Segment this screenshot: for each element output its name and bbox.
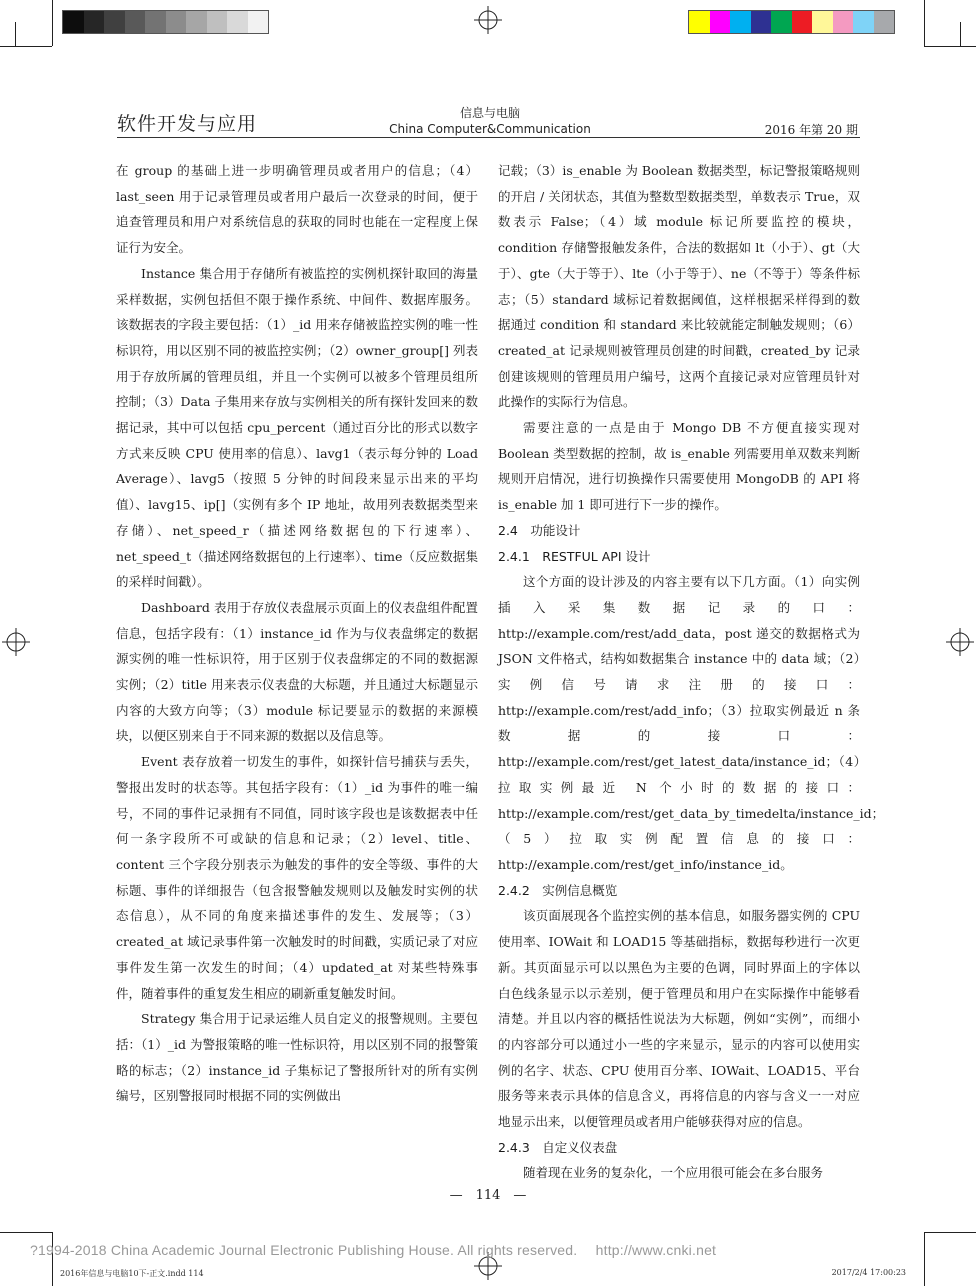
registration-mark-icon: [2, 628, 30, 656]
calibration-swatch: [833, 11, 854, 33]
body-paragraph: 记载；（3）is_enable 为 Boolean 数据类型，标记警报策略规则的开启 / 关闭状态，其值为整数型数据类型，单数表示 True，双数表示 False；（4）域 module 标记所要监控的模块，condition 存储警报触发条件，合法的数据如 lt（小于）、gt（大于）、gte（大于等于）、lte（小于等于）、ne（不等于）等条件标志；（5）standard 域标记着数据阈值，这样根据采样得到的数据通过 condition 和 standard 来比较就能定制触发规则；（6）created_at 记录规则被管理员创建的时间戳，created_by 记录创建该规则的管理员用户编号，这两个直接记录对应管理员针对此操作的实际行为信息。: [498, 163, 860, 410]
left-column: [116, 158, 478, 1109]
journal-title: [380, 105, 600, 137]
section-heading: 2.4 功能设计: [498, 522, 581, 538]
color-calibration-bar: [688, 10, 895, 34]
calibration-swatch: [207, 11, 228, 33]
calibration-swatch: [710, 11, 731, 33]
calibration-swatch: [104, 11, 125, 33]
body-paragraph: 随着现在业务的复杂化，一个应用很可能会在多台服务: [523, 1165, 824, 1181]
calibration-swatch: [125, 11, 146, 33]
crop-mark: [960, 22, 961, 47]
calibration-swatch: [166, 11, 187, 33]
crop-mark: [0, 1232, 52, 1233]
header-rule: [117, 137, 860, 138]
calibration-swatch: [145, 11, 166, 33]
body-paragraph: Event 表存放着一切发生的事件，如探针信号捕获与丢失，警报出发时的状态等。其包括字段有：（1）_id 为事件的唯一编号，不同的事件记录拥有不同值，同时该字段也是该数据表中任何一条字段所不可或缺的信息和记录；（2）level、title、content 三个字段分别表示为触发的事件的安全等级、事件的大标题、事件的详细报告（包含报警触发规则以及触发时实例的状态信息），从不同的角度来描述事件的发生、发展等；（3）created_at 域记录事件第一次触发时的时间戳，实质记录了对应事件发生第一次发生的时间；（4）updated_at 对某些特殊事件，随着事件的重复发生相应的刷新重复触发时间。: [116, 754, 478, 1001]
crop-mark: [0, 46, 52, 47]
registration-mark-icon: [946, 628, 974, 656]
section-title: 软件开发与应用: [117, 113, 258, 135]
body-paragraph: 在 group 的基础上进一步明确管理员或者用户的信息；（4）last_seen 用于记录管理员或者用户最后一次登录的时间，便于追查管理员和用户对系统信息的获取的同时也能在一定程度上保证行为安全。: [116, 163, 478, 256]
body-paragraph: 该页面展现各个监控实例的基本信息，如服务器实例的 CPU 使用率、IOWait 和 LOAD15 等基础指标，数据每秒进行一次更新。其页面显示可以以黑色为主要的色调，同时界面上的字体以白色线条显示以示差别，便于管理员和用户在实际操作中能够看清楚。并且以内容的概括性说法为大标题，例如“实例”，而细小的内容部分可以通过小一些的字来显示，显示的内容可以使用实例的名字、状态、CPU 使用百分率、IOWait、LOAD15、平台服务等来表示具体的信息含义，再将信息的内容与含义一一对应地显示出来，以便管理员或者用户能够获得对应的信息。: [498, 908, 860, 1130]
copyright-footer: ?1994-2018 China Academic Journal Electronic Publishing House. All rights reserved. http://www.cnki.net: [30, 1242, 717, 1258]
crop-mark: [924, 1232, 925, 1286]
section-heading: 2.4.2 实例信息概览: [498, 882, 618, 898]
body-paragraph: Strategy 集合用于记录运维人员自定义的报警规则。主要包括：（1）_id 为警报策略的唯一性标识符，用以区别不同的报警策略的标志；（2）instance_id 子集标记了警报所针对的所有实例编号，区别警报同时根据不同的实例做出: [116, 1011, 478, 1104]
gray-calibration-bar: [62, 10, 269, 34]
body-paragraph: Dashboard 表用于存放仪表盘展示页面上的仪表盘组件配置信息，包括字段有：（1）instance_id 作为与仪表盘绑定的数据源实例的唯一性标识符，用于区别于仪表盘绑定的不同的数据源实例；（2）title 用来表示仪表盘的大标题，并且通过大标题显示内容的大致方向等；（3）module 标记要显示的数据的来源模块，以便区别来自于不同来源的数据以及信息等。: [116, 599, 478, 744]
calibration-swatch: [730, 11, 751, 33]
calibration-swatch: [792, 11, 813, 33]
journal-title-cn: 信息与电脑: [459, 106, 520, 120]
body-paragraph: Instance 集合用于存储所有被监控的实例机探针取回的海量采样数据，实例包括但不限于操作系统、中间件、数据库服务。该数据表的字段主要包括：（1）_id 用来存储被监控实例的唯一性标识符，用以区别不同的被监控实例；（2）owner_group[] 列表用于存放所属的管理员组，并且一个实例可以被多个管理员组所控制；（3）Data 子集用来存放与实例相关的所有探针发回来的数据记录，其中可以包括 cpu_percent（通过百分比的形式以数字方式来反映 CPU 使用率的信息）、lavg1（表示每分钟的 Load Average）、lavg5（按照 5 分钟的时间段来显示出来的平均值）、lavg15、ip[]（实例有多个 IP 地址，故用列表数据类型来存储）、net_speed_r（描述网络数据包的下行速率）、net_speed_t（描述网络数据包的上行速率）、time（反应数据集的采样时间戳）。: [116, 265, 478, 590]
calibration-swatch: [771, 11, 792, 33]
slug-filename: 2016年信息与电脑10下-正文.indd 114: [60, 1269, 204, 1278]
slug-timestamp: 2017/2/4 17:00:23: [831, 1268, 906, 1277]
crop-mark: [52, 0, 53, 46]
calibration-swatch: [248, 11, 269, 33]
section-heading: 2.4.1 RESTFUL API 设计: [498, 548, 651, 564]
crop-mark: [15, 22, 16, 47]
calibration-swatch: [689, 11, 710, 33]
crop-mark: [924, 0, 925, 46]
calibration-swatch: [751, 11, 772, 33]
registration-mark-icon: [474, 6, 502, 34]
calibration-swatch: [84, 11, 105, 33]
calibration-swatch: [186, 11, 207, 33]
right-column: [498, 158, 885, 1186]
calibration-swatch: [227, 11, 248, 33]
crop-mark: [924, 1232, 976, 1233]
section-heading: 2.4.3 自定义仪表盘: [498, 1139, 618, 1155]
journal-title-en: China Computer&Communication: [389, 122, 591, 136]
calibration-swatch: [874, 11, 895, 33]
calibration-swatch: [63, 11, 84, 33]
issue-label: 2016 年第 20 期: [764, 123, 858, 137]
body-paragraph: 这个方面的设计涉及的内容主要有以下几方面。（1）向实例插入采集数据记录的口：http://example.com/rest/add_data，post 递交的数据格式为 JSON 文件格式，结构如数据集合 instance 中的 data 域；（2）实例信号请求注册的接口：http://example.com/rest/add_info；（3）拉取实例最近 n 条数据的接口：http://example.com/rest/get_latest_data/instance_id；（4）拉取实例最近 N 个小时的数据的接口：http://example.com/rest/get_data_by_timedelta/instance_id；（5）拉取实例配置信息的接口：http://example.com/rest/get_info/instance_id。: [498, 574, 885, 872]
calibration-swatch: [812, 11, 833, 33]
body-paragraph: 需要注意的一点是由于 Mongo DB 不方便直接实现对 Boolean 类型数据的控制，故 is_enable 列需要用单双数来判断规则开启情况，进行切换操作只需要使用 MongoDB 的 API 将 is_enable 加 1 即可进行下一步的操作。: [498, 420, 860, 513]
page-number: — 114 —: [449, 1188, 527, 1203]
calibration-swatch: [853, 11, 874, 33]
crop-mark: [924, 46, 976, 47]
